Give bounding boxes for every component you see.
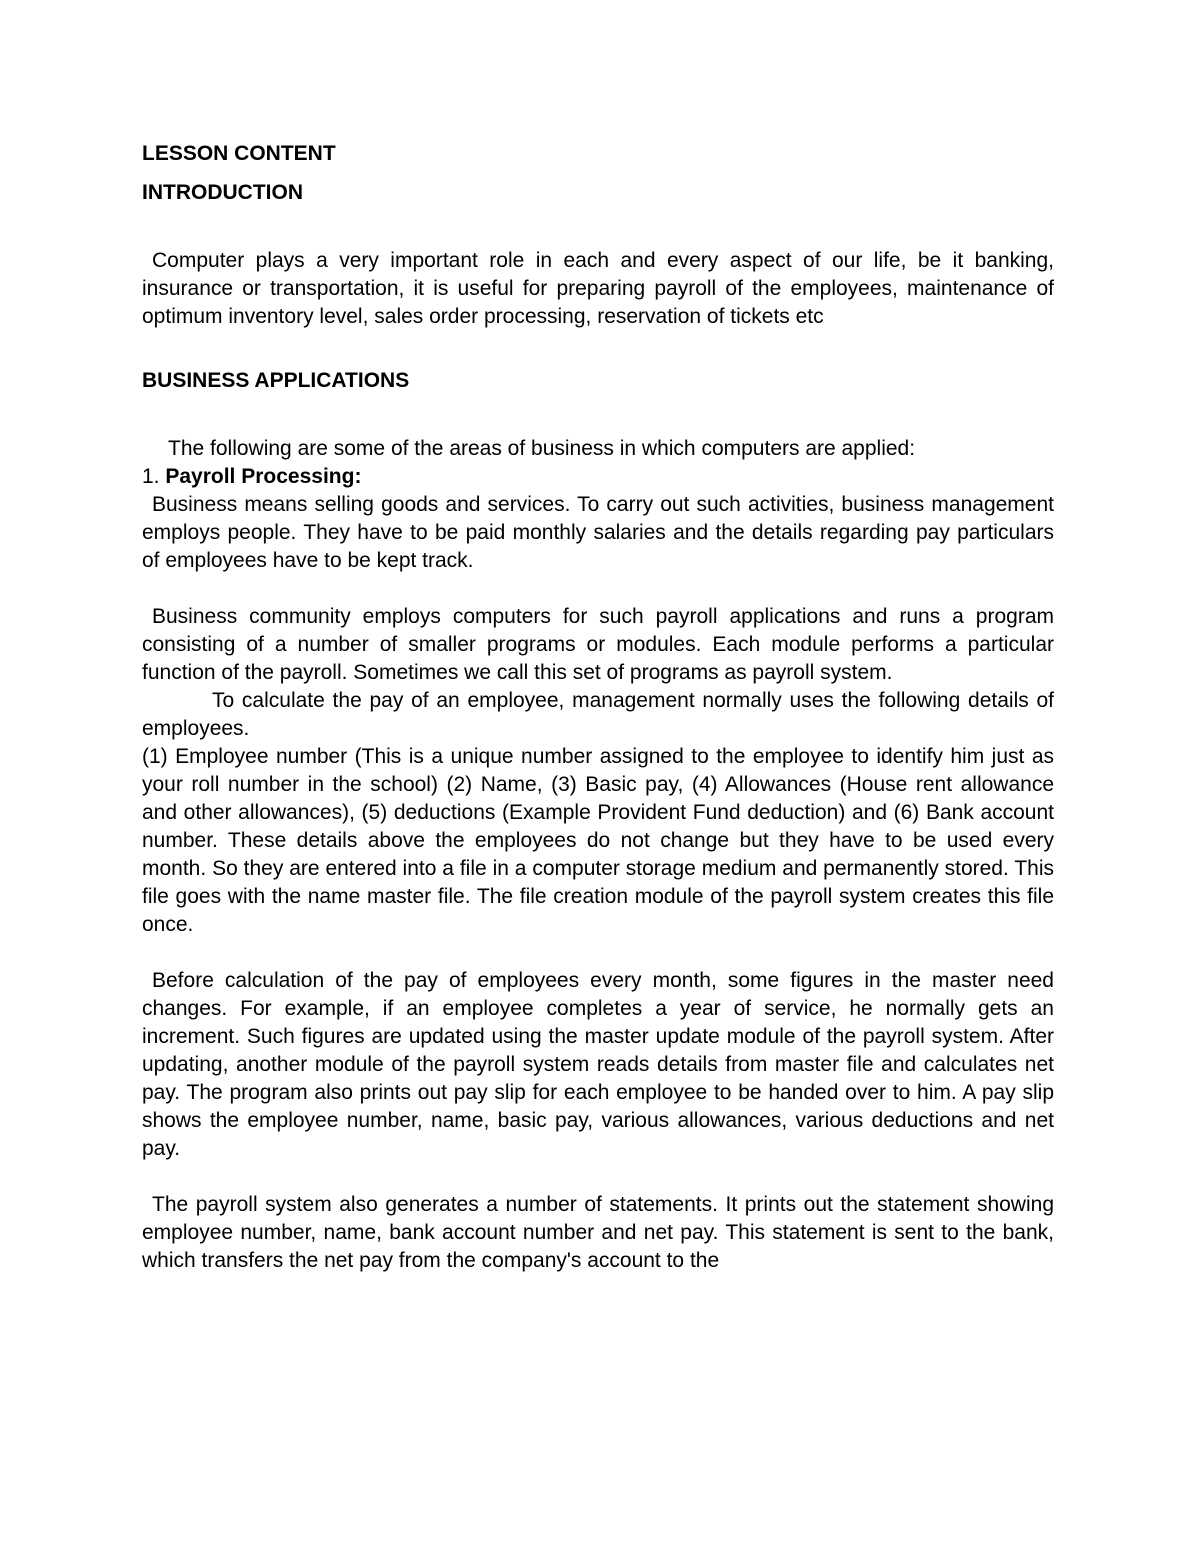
list-item-payroll-processing [142, 463, 1054, 491]
introduction-heading: INTRODUCTION [142, 181, 303, 204]
list-item-number: 1. [142, 465, 160, 488]
intro-paragraph: Computer plays a very important role in each and every aspect of our life, be it banking, insurance or transportation, it is useful for preparing payroll of the employees, maintenance of optimum inventory level, sales order processing, reservation of tickets etc [142, 249, 1054, 328]
payroll-paragraph-5: Before calculation of the pay of employees every month, some figures in the master need changes. For example, if an employee completes a year of service, he normally gets an increment. Such figures are updated using the master update module of the payroll system. After updating, another module of the payroll system reads details from master file and calculates net pay. The program also prints out pay slip for each employee to be handed over to him. A pay slip shows the employee number, name, basic pay, various allowances, various deductions and net pay. [142, 969, 1054, 1160]
list-item-title: Payroll Processing: [165, 465, 362, 488]
payroll-paragraph-4: (1) Employee number (This is a unique number assigned to the employee to identify him just as your roll number in the school) (2) Name, (3) Basic pay, (4) Allowances (House rent allowance and other allowances), (5) deductions (Example Provident Fund deduction) and (6) Bank account number. These details above the employees do not change but they have to be used every month. So they are entered into a file in a computer storage medium and permanently stored. This file goes with the name master file. The file creation module of the payroll system creates this file once. [142, 745, 1054, 936]
payroll-paragraph-1: Business means selling goods and services. To carry out such activities, business management employs people. They have to be paid monthly salaries and the details regarding pay particulars of employees have to be kept track. [142, 493, 1054, 572]
lesson-content-heading: LESSON CONTENT [142, 142, 336, 165]
payroll-paragraph-2: Business community employs computers for such payroll applications and runs a program consisting of a number of smaller programs or modules. Each module performs a particular function of the payroll. Sometimes we call this set of programs as payroll system. [142, 605, 1054, 684]
payroll-paragraph-3: To calculate the pay of an employee, management normally uses the following details of employees. [142, 689, 1054, 740]
payroll-paragraph-6: The payroll system also generates a number of statements. It prints out the statement showing employee number, name, bank account number and net pay. This statement is sent to the bank, which transfers the net pay from the company's account to the [142, 1193, 1054, 1272]
business-applications-heading: BUSINESS APPLICATIONS [142, 369, 410, 392]
business-intro-paragraph: The following are some of the areas of business in which computers are applied: [168, 437, 916, 460]
document-page [142, 140, 1054, 1275]
